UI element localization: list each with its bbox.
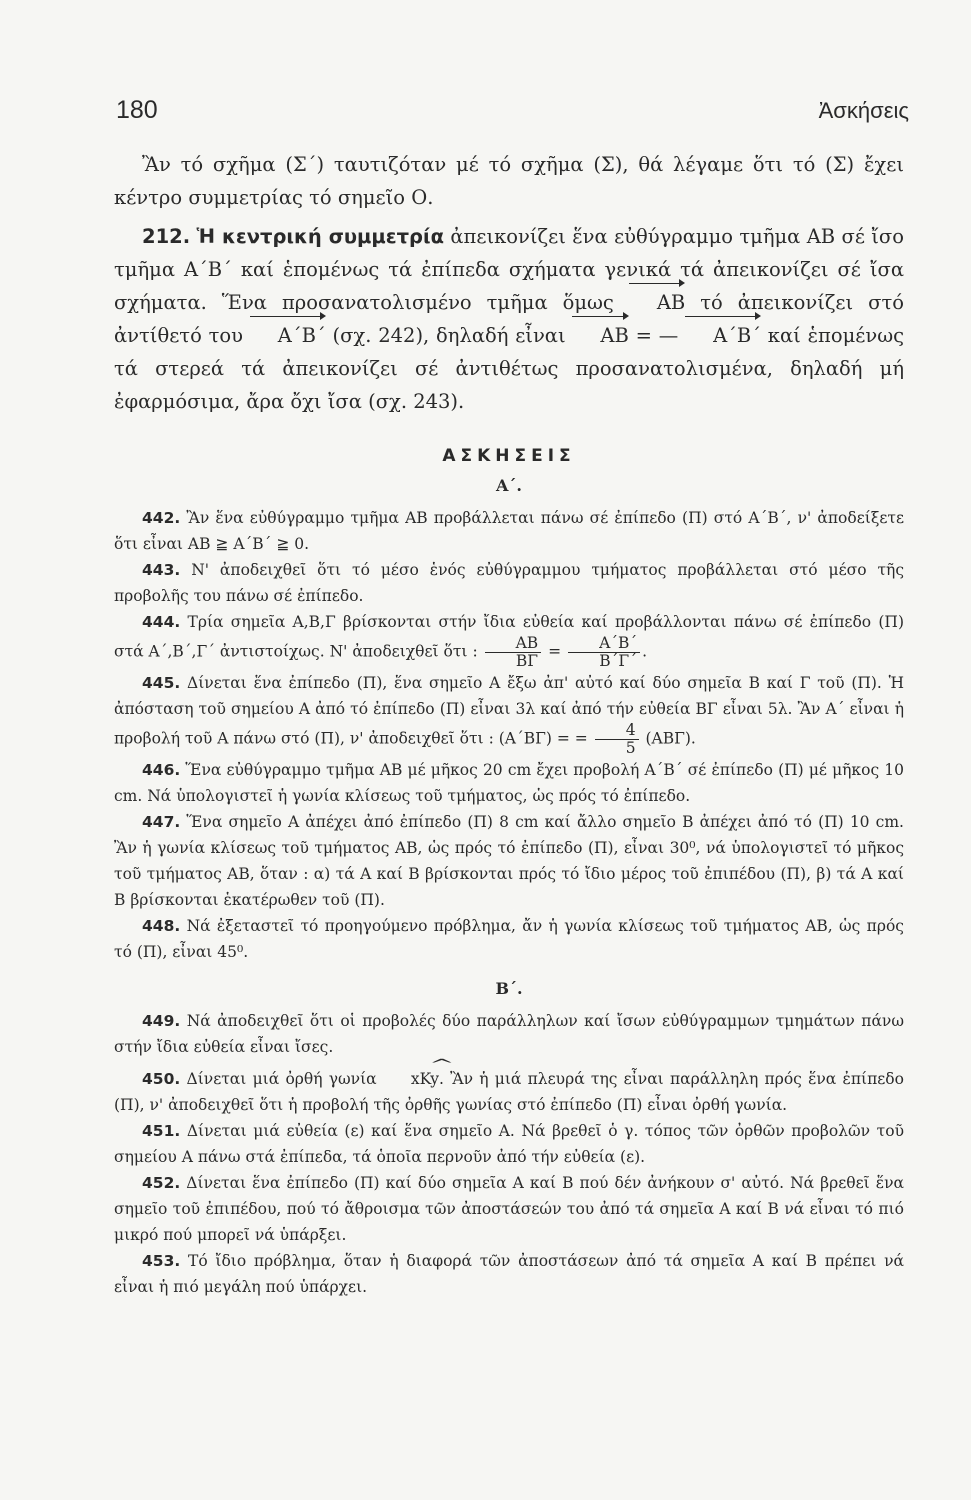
exercise-450: 450. Δίνεται μιά ὀρθή γωνία ^ xKy. Ἂν ἡ μιά πλευρά της εἶναι παράλληλη πρός ἕνα ἐπίπεδο (Π), ν' ἀποδειχθεῖ ὅτι ἡ προβολή τῆς ὀρθῆς γωνίας στό ἐπίπεδο (Π) εἶναι ὀρθή γωνία. (114, 1066, 904, 1118)
page-number: 180 (116, 96, 158, 124)
paragraph-212: 212. Ἡ κεντρική συμμετρία ἀπεικονίζει ἕνα εὐθύγραμμο τμῆμα ΑΒ σέ ἴσο τμῆμα Α΄Β΄ καί ἑπομένως τά ἐπίπεδα σχήματα γενικά τά ἀπεικονίζει σέ ἴσα σχήματα. Ἕνα προσανατολισμένο τμῆμα ὅμως ΑΒ τό ἀπεικονίζει στό ἀντίθετό του Α΄Β΄ (σχ. 242), δηλαδή εἶναι ΑΒ = — Α΄Β΄ καί ἑπομένως τά στερεά τά ἀπεικονίζει σέ ἀντιθέτως προσανατολισμένα, δηλαδή μή ἐφαρμόσιμα, ἄρα ὄχι ἴσα (σχ. 243). (114, 225, 905, 413)
vector-ab: ΑΒ (629, 286, 685, 319)
running-title: Ἀσκήσεις (818, 98, 909, 123)
fraction-a1b1-b1g1: $\frac{A΄B΄}{B΄\Gamma΄}$ (568, 635, 640, 670)
exercise-442: 442. Ἂν ἕνα εὐθύγραμμο τμῆμα ΑΒ προβάλλεται πάνω σέ ἐπίπεδο (Π) στό Α΄Β΄, ν' ἀποδείξετε ὅτι εἶναι ΑΒ ≧ Α΄Β΄ ≧ 0. (114, 509, 904, 553)
exercise-447: 447. Ἕνα σημεῖο Α ἀπέχει ἀπό ἐπίπεδο (Π) 8 cm καί ἄλλο σημεῖο Β ἀπέχει ἀπό τό (Π) 10 cm. Ἂν ἡ γωνία κλίσεως τοῦ τμήματος ΑΒ, ὡς πρός τό ἐπίπεδο (Π), εἶναι 30⁰, νά ὑπολογιστεῖ τό μῆκος τοῦ τμήματος ΑΒ, ὅταν : α) τά Α καί Β βρίσκονται πρός τό ἴδιο μέρος τοῦ ἐπιπέδου (Π), β) τά Α καί Β βρίσκονται ἑκατέρωθεν τοῦ (Π). (114, 813, 904, 909)
fraction-4-5: $\frac{4}{5}$ (595, 722, 639, 757)
section-a-label: Α΄. (496, 476, 522, 495)
exercise-451: 451. Δίνεται μιά εὐθεία (ε) καί ἕνα σημεῖο Α. Νά βρεθεῖ ὁ γ. τόπος τῶν ὀρθῶν προβολῶν τοῦ σημείου Α πάνω στά ἐπίπεδα, τά ὁποῖα περνοῦν ἀπό τήν εὐθεία (ε). (114, 1122, 904, 1166)
exercise-452: 452. Δίνεται ἕνα ἐπίπεδο (Π) καί δύο σημεῖα Α καί Β πού δέν ἀνήκουν σ' αὐτό. Νά βρεθεῖ ἕνα σημεῖο τοῦ ἐπιπέδου, πού τό ἄθροισμα τῶν ἀποστάσεών του ἀπό τά σημεῖα Α καί Β νά εἶναι τό πιό μικρό πού μπορεῖ νά ὑπάρξει. (114, 1174, 904, 1244)
exercise-449: 449. Νά ἀποδειχθεῖ ὅτι οἱ προβολές δύο παράλληλων καί ἴσων εὐθύγραμμων τμημάτων πάνω στήν ἴδια εὐθεία εἶναι ἴσες. (114, 1012, 904, 1056)
exercise-443: 443. Ν' ἀποδειχθεῖ ὅτι τό μέσο ἑνός εὐθύγραμμου τμήματος προβάλλεται στό μέσο τῆς προβολῆς του πάνω σέ ἐπίπεδο. (114, 561, 904, 605)
section-b-label: Β΄. (495, 979, 523, 998)
exercise-444: 444. Τρία σημεῖα Α,Β,Γ βρίσκονται στήν ἴδια εὐθεία καί προβάλλονται πάνω σέ ἐπίπεδο (Π) στά Α΄,Β΄,Γ΄ ἀντιστοίχως. Ν' ἀποδειχθεῖ ὅτι : $\frac{AB}{B\Gamma}$ = $\frac{A΄B΄}{B΄\Gamma΄}$ . (114, 613, 904, 670)
page-body (114, 148, 904, 1300)
vector-a1b1-2: Α΄Β΄ (685, 319, 761, 352)
exercise-446: 446. Ἕνα εὐθύγραμμο τμῆμα ΑΒ μέ μῆκος 20 cm ἔχει προβολή Α΄Β΄ σέ ἐπίπεδο (Π) μέ μῆκος 10 cm. Νά ὑπολογιστεῖ ἡ γωνία κλίσεως τοῦ τμήματος, ὡς πρός τό ἐπίπεδο. (114, 761, 904, 805)
exercise-453: 453. Τό ἴδιο πρόβλημα, ὅταν ἡ διαφορά τῶν ἀποστάσεων ἀπό τά σημεῖα Α καί Β πρέπει νά εἶναι ἡ πιό μεγάλη πού ὑπάρχει. (114, 1252, 904, 1296)
paragraph-number: 212. (142, 225, 191, 248)
page-header (116, 96, 909, 136)
intro-paragraph: Ἂν τό σχῆμα (Σ΄) ταυτιζόταν μέ τό σχῆμα (Σ), θά λέγαμε ὅτι τό (Σ) ἔχει κέντρο συμμετρίας τό σημεῖο Ο. (114, 153, 904, 209)
exercise-448: 448. Νά ἐξεταστεῖ τό προηγούμενο πρόβλημα, ἄν ἡ γωνία κλίσεως τοῦ τμήματος ΑΒ, ὡς πρός τό (Π), εἶναι 45⁰. (114, 917, 904, 961)
angle-xky: ^ xKy (383, 1066, 439, 1092)
term-central-symmetry: Ἡ κεντρική συμμετρία (196, 225, 444, 248)
vector-a1b1: Α΄Β΄ (250, 319, 326, 352)
vector-ab-2: ΑΒ (572, 319, 628, 352)
exercises-heading: ΑΣΚΗΣΕΙΣ (442, 446, 576, 466)
exercise-445: 445. Δίνεται ἕνα ἐπίπεδο (Π), ἕνα σημεῖο Α ἔξω ἀπ' αὐτό καί δύο σημεῖα Β καί Γ τοῦ (Π). Ἡ ἀπόσταση τοῦ σημείου Α ἀπό τό ἐπίπεδο (Π) εἶναι 3λ καί ἀπό τήν εὐθεία ΒΓ εἶναι 5λ. Ἂν Α΄ εἶναι ἡ προβολή τοῦ Α πάνω στό (Π), ν' ἀποδειχθεῖ ὅτι : (Α΄ΒΓ) = = $\frac{4}{5}$ (ΑΒΓ). (114, 674, 904, 757)
fraction-ab-bg: $\frac{AB}{B\Gamma}$ (485, 635, 542, 670)
